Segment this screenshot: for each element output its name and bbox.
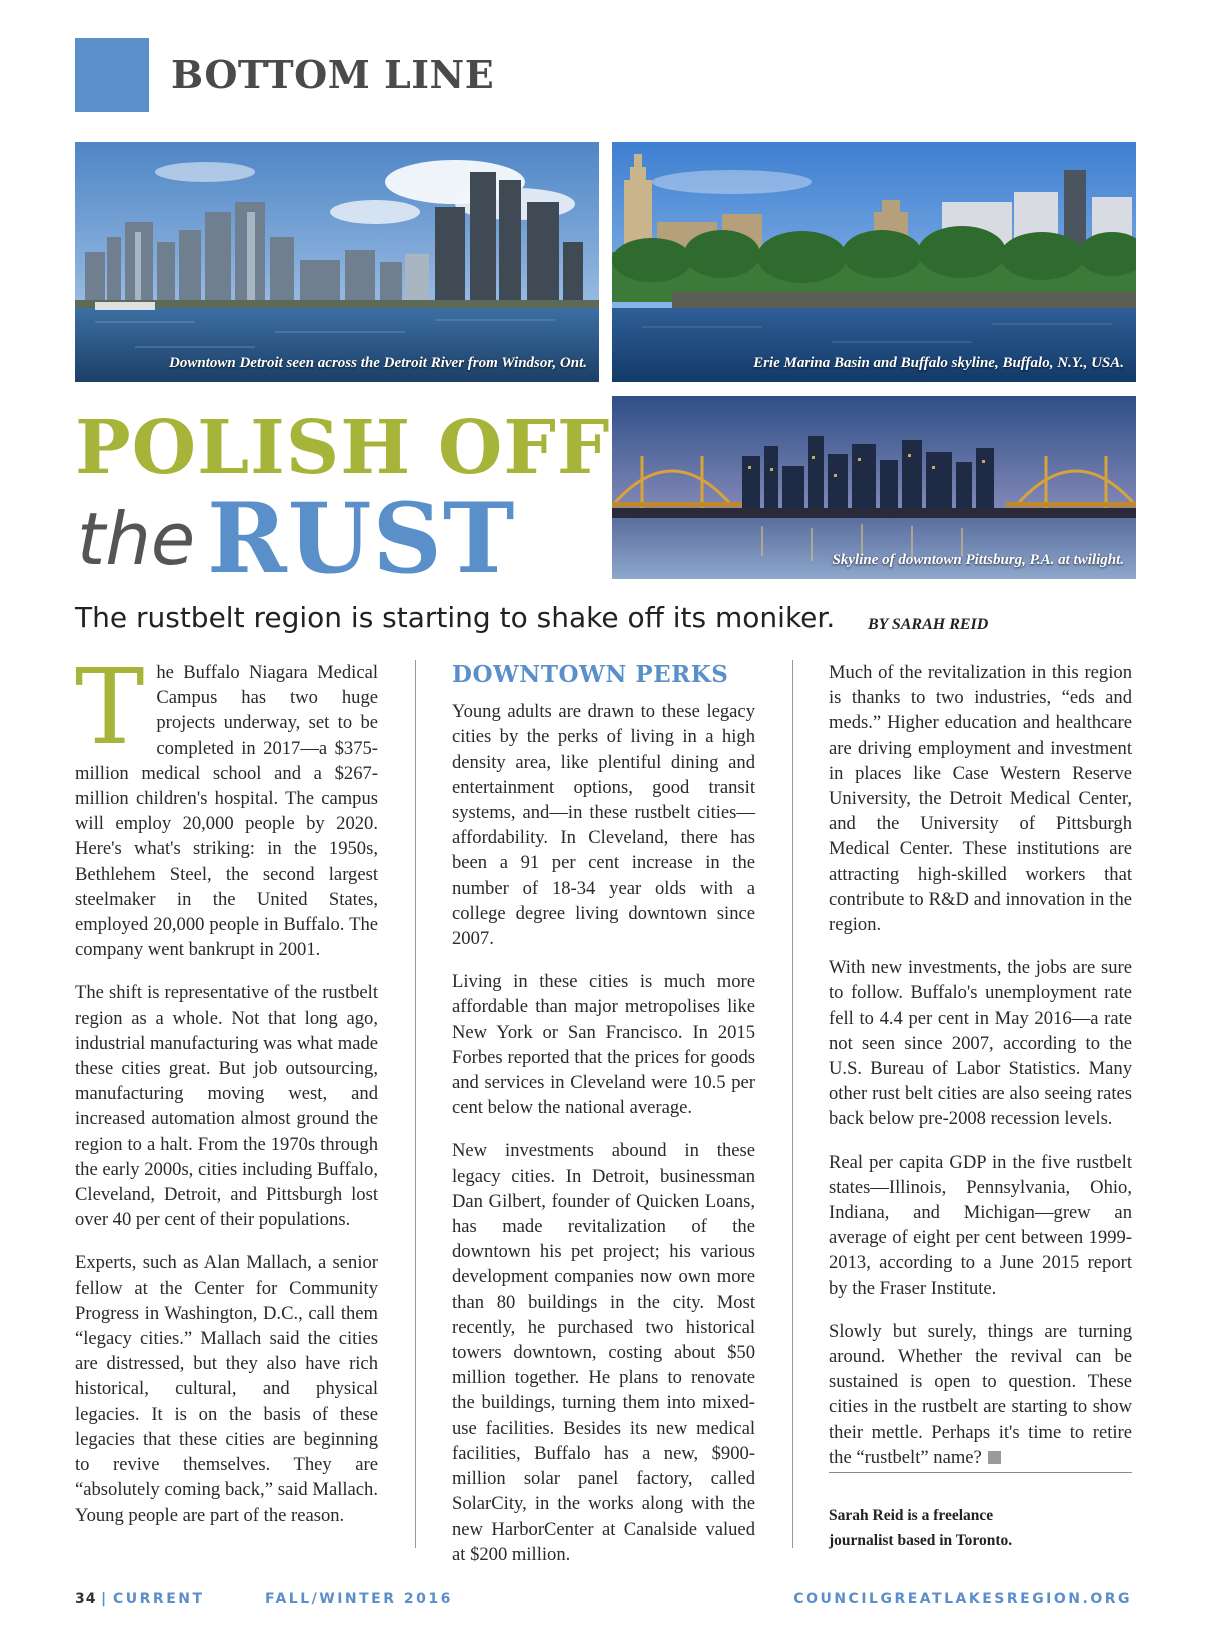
bio-divider (829, 1472, 1132, 1473)
footer-issue: FALL/WINTER 2016 (265, 1591, 453, 1607)
author-bio-line: journalist based in Toronto. (829, 1532, 1013, 1549)
subheading-downtown-perks: DOWNTOWN PERKS (452, 661, 729, 688)
footer-website-link[interactable]: COUNCILGREATLAKESREGION.ORG (793, 1591, 1132, 1607)
body-paragraph: Young adults are drawn to these legacy cities by the perks of living in a high density area, like plentiful dining and entertainment options, good transit systems, and—in these rustbelt cities—affordability. In Cleveland, there has been a 91 per cent increase in the number of 18-34 year olds with a college degree living downtown since 2007. (452, 701, 755, 950)
body-paragraph: The shift is representative of the rustbelt region as a whole. Not that long ago, industrial manufacturing was what made these cities great. But job outsourcing, manufacturing moving west, and increased automation almost ground the region to a halt. From the 1970s through the early 2000s, cities including Buffalo, Cleveland, Detroit, and Pittsburgh lost over 40 per cent of their populations. (75, 982, 378, 1231)
section-color-block (75, 38, 149, 112)
column-rule (792, 660, 793, 1548)
photo-buffalo-skyline (612, 142, 1136, 382)
buffalo-skyline-illustration (612, 142, 1136, 382)
body-paragraph: Experts, such as Alan Mallach, a senior fellow at the Center for Community Progress in Washington, D.C., call them “legacy cities.” Mallach said the cities are distressed, but they also have rich historical, cultural, and physical legacies. It is on the basis of these legacies that these cities are beginning to revive themselves. They are “absolutely coming back,” said Mallach. Young people are part of the reason. (75, 1252, 378, 1526)
body-paragraph (829, 1319, 1132, 1470)
footer-magazine-name: CURRENT (113, 1591, 205, 1607)
photo-caption-pittsburgh: Skyline of downtown Pittsburg, P.A. at twilight. (832, 552, 1124, 568)
section-label: BOTTOM LINE (171, 52, 495, 97)
drop-cap: T (75, 646, 145, 768)
column-rule (415, 660, 416, 1548)
body-paragraph: Much of the revitalization in this region is thanks to two industries, “eds and meds.” Higher education and healthcare are driving employment and investment in places like Case Western Reserve University, the Detroit Medical Center, and the University of Pittsburgh Medical Center. These institutions are attracting high-skilled workers that contribute to R&D and innovation in the region. (829, 662, 1132, 936)
article-column-2 (452, 660, 755, 1585)
paragraph-text: he Buffalo Niagara Medical Campus has two huge projects underway, set to be completed in 2017—a $375-million medical school and a $267-million children's hospital. The campus will employ 20,000 people by 2020. Here's what's striking: in the 1950s, Bethlehem Steel, the second largest steelmaker in the United States, employed 20,000 people in Buffalo. The company went bankrupt in 2001. (75, 662, 378, 961)
photo-pittsburgh-skyline (612, 396, 1136, 579)
article-column-1 (75, 646, 378, 1546)
headline-rust: RUST (207, 482, 516, 595)
article-byline: BY SARAH REID (868, 616, 989, 633)
end-mark-icon (988, 1451, 1001, 1464)
author-bio (829, 1503, 1089, 1553)
body-paragraph: Living in these cities is much more affordable than major metropolises like New York or San Francisco. In 2015 Forbes reported that the prices for goods and services in Cleveland were 10.5 per cent below the national average. (452, 971, 755, 1119)
body-paragraph: New investments abound in these legacy cities. In Detroit, businessman Dan Gilbert, founder of Quicken Loans, has made revitalization of the downtown his pet project; his various development companies now own more than 80 buildings in the city. Most recently, he purchased two historical towers downtown, costing about $50 million together. He plans to renovate the buildings, turning them into mixed-use facilities. Besides its new medical facilities, Buffalo has a new, $900-million solar panel factory, called SolarCity, in the works along with the new HarborCenter at Canalside valued at $200 million. (452, 1140, 755, 1565)
photo-caption-detroit: Downtown Detroit seen across the Detroit River from Windsor, Ont. (169, 355, 587, 371)
author-bio-line: Sarah Reid is a freelance (829, 1507, 994, 1524)
photo-detroit-skyline (75, 142, 599, 382)
body-paragraph: With new investments, the jobs are sure to follow. Buffalo's unemployment rate fell to 4.4 per cent in May 2016—a rate not seen since 2007, according to the U.S. Bureau of Labor Statistics. Many other rust belt cities are also seeing rates back below pre-2008 recession levels. (829, 957, 1132, 1130)
article-column-3 (829, 660, 1132, 1488)
footer-separator: | (101, 1591, 107, 1607)
body-paragraph: Real per capita GDP in the five rustbelt states—Illinois, Pennsylvania, Ohio, Indiana, and Michigan—grew an average of eight per cent between 1999-2013, according to a June 2015 report by the Fraser Institute. (829, 1151, 1132, 1299)
article-deck: The rustbelt region is starting to shake off its moniker. (75, 601, 836, 634)
detroit-skyline-illustration (75, 142, 599, 382)
footer-page-number: 34 (75, 1591, 97, 1607)
headline-polish-off: POLISH OFF (75, 405, 611, 491)
photo-caption-buffalo: Erie Marina Basin and Buffalo skyline, Buffalo, N.Y., USA. (753, 355, 1124, 371)
body-paragraph (75, 646, 378, 962)
paragraph-text: Slowly but surely, things are turning around. Whether the revival can be sustained is open to question. These cities in the rustbelt are starting to show their mettle. Perhaps it's time to retire the “rustbelt” name? (829, 1320, 1132, 1468)
headline-the: the (77, 497, 196, 581)
